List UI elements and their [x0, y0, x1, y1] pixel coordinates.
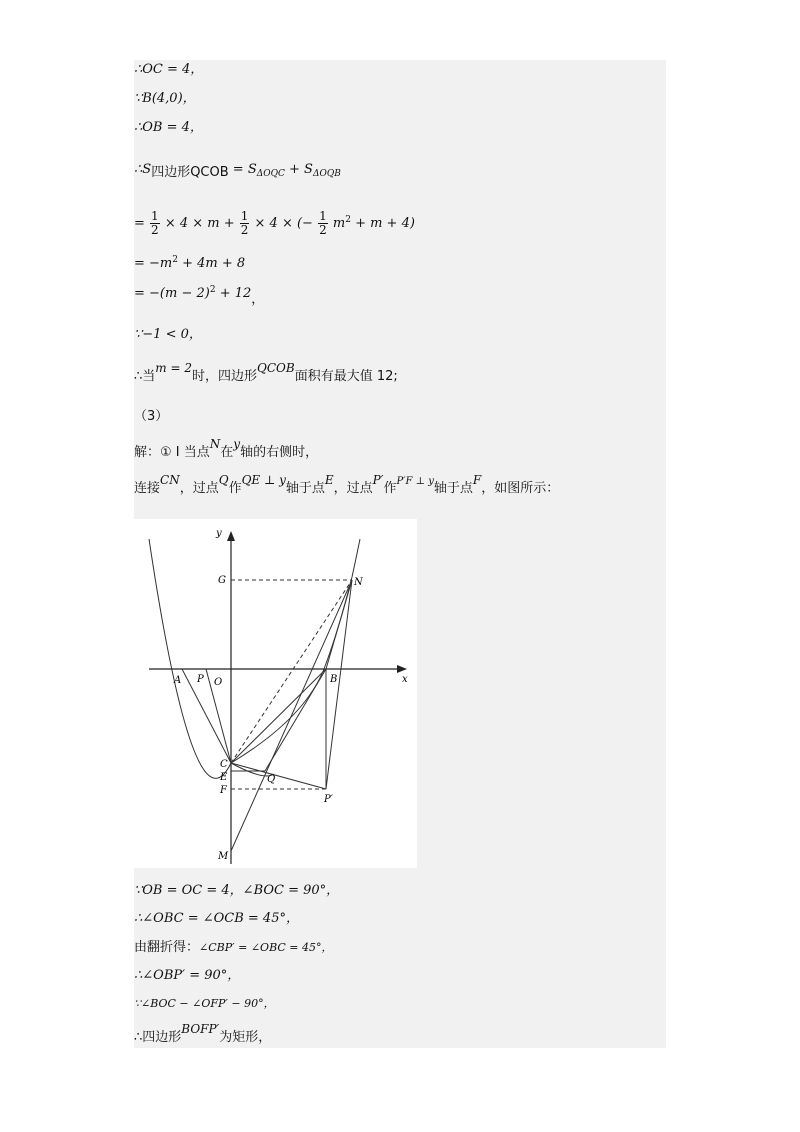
text-line-solution-case	[134, 437, 319, 461]
math-text: ∵OB = OC = 4，∠BOC = 90°，	[134, 883, 340, 898]
text-line-equal-sides	[134, 883, 339, 899]
x-axis-arrow	[397, 665, 407, 673]
label-e: E	[220, 772, 228, 783]
comma: ，	[251, 292, 265, 307]
label-p-prime: P′	[324, 794, 333, 805]
segment-cp2	[231, 763, 326, 789]
math-text: y	[233, 437, 241, 451]
text: ，过点	[333, 481, 373, 496]
math-text: ∴OB = 4，	[134, 120, 203, 135]
text: 轴于点	[285, 481, 325, 496]
math-text: E	[324, 473, 334, 487]
subscript: 四边形QCOB	[151, 165, 229, 180]
fraction	[240, 210, 250, 237]
math-text: ∴∠OBC = ∠OCB = 45°，	[134, 911, 299, 926]
math-text: ∵∠BOC − ∠OFP′ − 90°，	[134, 997, 275, 1010]
text-line-right-angle	[134, 968, 240, 984]
math-text: QE ⊥ y	[241, 473, 286, 487]
text-line-part3	[134, 409, 168, 425]
math-text: = −m	[134, 256, 173, 271]
math-text: ∴S	[134, 162, 152, 177]
numerator: 1	[240, 209, 249, 223]
text-line-oc	[134, 62, 203, 78]
math-text: ∴∠OBP′ = 90°，	[134, 968, 241, 983]
text: 作	[383, 481, 397, 496]
math-text: CN	[160, 473, 180, 487]
text-line-maximum	[134, 361, 398, 385]
math-text: F	[472, 473, 482, 487]
text: 在	[220, 445, 234, 460]
math-text: BOFP′	[181, 1022, 220, 1036]
label-x: x	[402, 674, 408, 685]
text: 连接	[134, 481, 161, 496]
subscript: ΔOQB	[312, 169, 341, 179]
math-text: N	[209, 437, 221, 451]
text: 面积有最大值 12;	[294, 369, 398, 384]
text-line-rectangle	[134, 1022, 272, 1046]
text-line-vertex-form	[134, 282, 265, 307]
math-text: + S	[284, 162, 313, 177]
math-text: ∴OC = 4，	[134, 62, 204, 77]
text: （3）	[134, 409, 169, 424]
subscript: ΔOQC	[256, 169, 285, 179]
math-text: Q	[218, 473, 229, 487]
numerator: 1	[319, 209, 327, 223]
math-text: + m + 4)	[350, 216, 415, 231]
superscript: 2	[345, 215, 351, 225]
text: 轴的右侧时，	[240, 445, 319, 460]
text-line-simplified	[134, 252, 245, 272]
math-text: m = 2	[155, 361, 192, 375]
label-m: M	[218, 851, 229, 862]
math-text: × 4 × m +	[164, 216, 239, 231]
math-text: ∵B(4,0)，	[134, 91, 196, 106]
math-text: =	[134, 216, 150, 231]
math-text: × 4 × (−	[254, 216, 318, 231]
text: ，如图所示：	[481, 481, 560, 496]
text: ∴当	[134, 369, 156, 384]
label-q: Q	[267, 774, 276, 785]
math-text: + 4m + 8	[177, 256, 246, 271]
text: ∴四边形	[134, 1030, 182, 1045]
label-y: y	[216, 528, 222, 539]
label-f: F	[220, 785, 227, 796]
fraction	[318, 210, 328, 237]
text-line-fold	[134, 940, 333, 956]
math-text: P′F ⊥ y	[396, 476, 434, 487]
text-line-construction	[134, 473, 560, 498]
dashed-cn	[231, 580, 352, 763]
denominator: 2	[151, 223, 159, 237]
text: 时，四边形	[191, 369, 257, 384]
math-text: = −(m − 2)	[134, 286, 210, 301]
math-text: m	[332, 216, 346, 231]
fraction	[150, 210, 160, 237]
segment-mn	[231, 580, 352, 851]
math-text: ∠CBP′ = ∠OBC = 45°，	[199, 941, 333, 954]
superscript: 2	[172, 255, 178, 265]
math-text: + 12	[215, 286, 252, 301]
text-line-angles	[134, 996, 275, 1012]
label-n: N	[354, 577, 363, 588]
denominator: 2	[319, 223, 327, 237]
text-line-45-degrees	[134, 911, 299, 927]
text-line-area	[134, 162, 341, 182]
math-text: QCOB	[257, 361, 295, 375]
numerator: 1	[151, 209, 159, 223]
superscript: 2	[209, 285, 216, 295]
math-text: = S	[228, 162, 257, 177]
label-g: G	[218, 575, 226, 586]
text-line-ob	[134, 120, 203, 136]
figure-svg	[134, 519, 417, 868]
text: 由翻折得：	[134, 940, 200, 955]
y-axis-arrow	[227, 531, 235, 541]
text: 解：① I 当点	[134, 445, 210, 460]
label-a: A	[174, 675, 182, 686]
label-o: O	[214, 677, 223, 688]
geometry-figure	[134, 519, 417, 868]
text: ，过点	[179, 481, 219, 496]
math-text: P′	[372, 473, 384, 487]
label-p: P	[197, 674, 204, 685]
text-line-expansion	[134, 205, 415, 239]
text-line-coefficient	[134, 327, 202, 343]
text-line-b	[134, 91, 196, 107]
denominator: 2	[240, 223, 249, 237]
text: 作	[228, 481, 242, 496]
label-c: C	[220, 759, 228, 770]
text: 轴于点	[433, 481, 473, 496]
segment-ac	[182, 669, 231, 763]
parabola-right	[231, 539, 360, 763]
text: 为矩形，	[219, 1030, 272, 1045]
math-text: ∵−1 < 0，	[134, 327, 202, 342]
segment-bn	[326, 580, 352, 669]
label-b: B	[330, 674, 338, 685]
